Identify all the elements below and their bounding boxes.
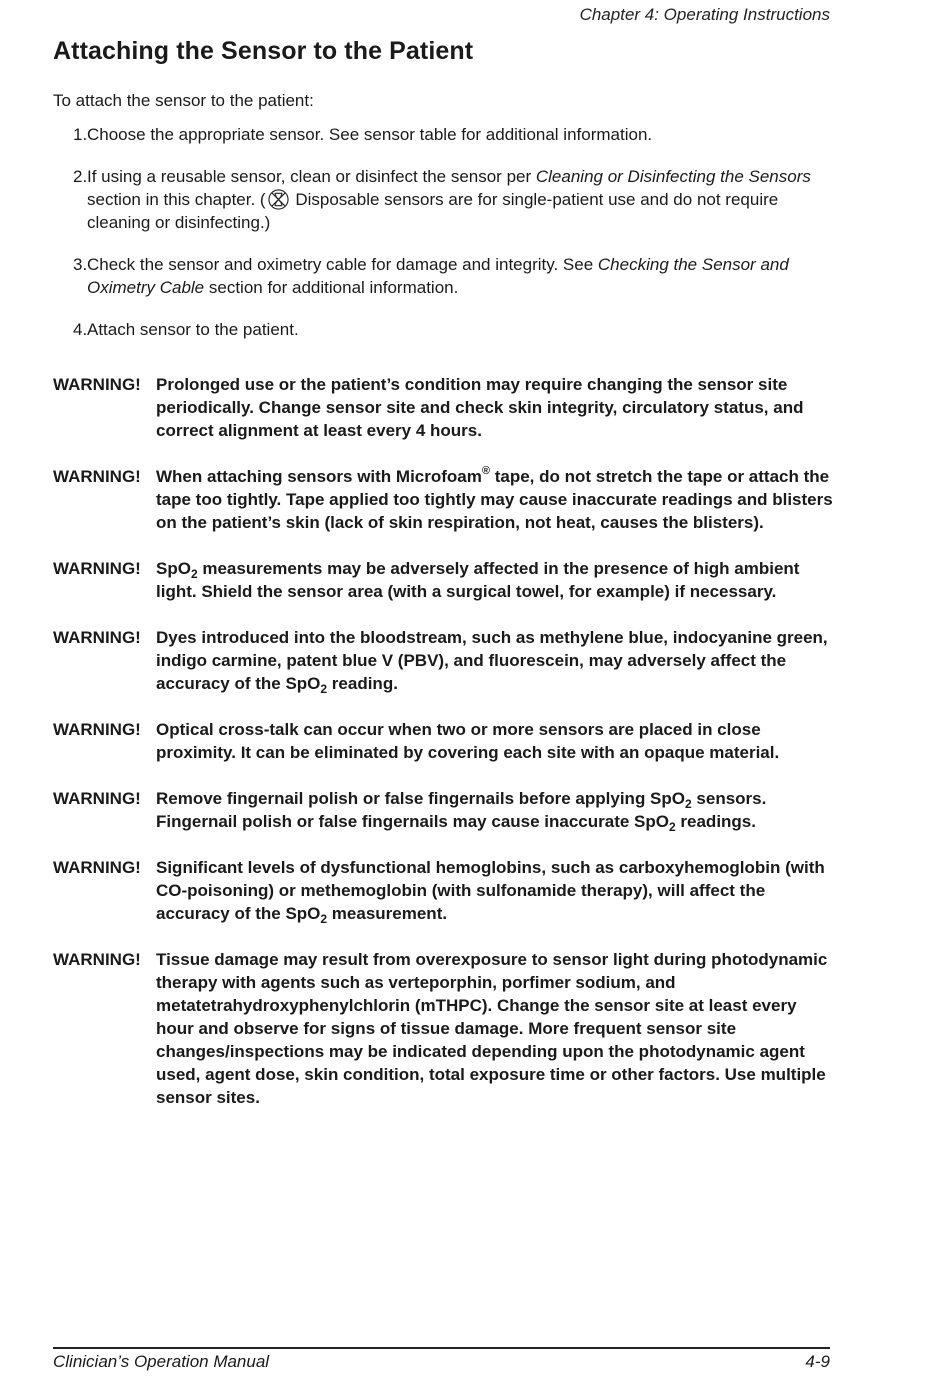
warning-text: [156, 626, 833, 695]
registered-mark: ®: [481, 465, 490, 477]
text-run: If using a reusable sensor, clean or disinfect the sensor per: [87, 167, 536, 186]
text-run: reading.: [327, 674, 398, 693]
warning-text: [156, 787, 833, 833]
warning-item: [53, 373, 833, 442]
text-run: Check the sensor and oximetry cable for damage and integrity. See: [87, 255, 598, 274]
step-number: 3.: [73, 255, 88, 274]
step-text: [87, 165, 833, 234]
warning-item: [53, 787, 833, 833]
step-item: [53, 253, 833, 299]
warning-text: [156, 856, 833, 925]
subscript: 2: [320, 912, 328, 926]
warning-text: [156, 718, 833, 764]
subscript: 2: [190, 567, 198, 581]
footer-divider: [53, 1347, 830, 1349]
warning-label: WARNING!: [53, 559, 141, 578]
step-text: [87, 253, 833, 299]
warning-text: [156, 465, 833, 534]
text-run: Attach sensor to the patient.: [87, 320, 299, 339]
text-run: measurement.: [327, 904, 448, 923]
text-run: Choose the appropriate sensor. See sensor table for additional information.: [87, 125, 653, 144]
text-run: Dyes introduced into the bloodstream, such as methylene blue, indocyanine green, indigo carmine, patent blue V (PBV), and fluorescein, may adversely affect the accuracy of the SpO: [156, 628, 828, 693]
text-run: Tissue damage may result from overexposure to sensor light during photodynamic therapy with agents such as verteporphin, porfimer sodium, and metatetrahydroxyphenylchlorin (mTHPC). Change the sensor site at least every hour and observe for signs of tissue damage. More frequent sensor site changes/inspections may be indicated depending upon the photodynamic agent used, agent dose, skin condition, total exposure time or other factors. Use multiple sensor sites.: [156, 950, 828, 1107]
text-run: When attaching sensors with Microfoam: [156, 467, 482, 486]
step-item: [53, 318, 833, 341]
text-run: Disposable sensors are for single-patient use and do not require cleaning or disinfecting.): [87, 190, 779, 232]
steps-list: [53, 123, 833, 360]
warning-label: WARNING!: [53, 789, 141, 808]
warning-label: WARNING!: [53, 858, 141, 877]
warning-item: [53, 718, 833, 764]
footer-page-number: 4-9: [805, 1352, 830, 1371]
warning-item: [53, 948, 833, 1109]
step-number: 1.: [73, 125, 88, 144]
step-text: [87, 123, 833, 146]
warning-label: WARNING!: [53, 467, 141, 486]
text-run: section in this chapter. (: [87, 190, 266, 209]
step-item: [53, 165, 833, 234]
warning-label: WARNING!: [53, 628, 141, 647]
warning-item: [53, 465, 833, 534]
warning-text: [156, 557, 833, 603]
step-number: 2.: [73, 167, 88, 186]
intro-text: To attach the sensor to the patient:: [53, 91, 314, 110]
warning-label: WARNING!: [53, 720, 141, 739]
text-run: Remove fingernail polish or false fingernails before applying SpO: [156, 789, 685, 808]
warning-item: [53, 856, 833, 925]
cross-reference: Checking the Sensor and Oximetry Cable: [87, 255, 789, 297]
step-item: [53, 123, 833, 146]
do-not-reuse-icon: [268, 189, 289, 210]
footer-manual-title: Clinician’s Operation Manual: [53, 1352, 270, 1371]
warnings-list: [53, 373, 833, 1132]
subscript: 2: [320, 682, 328, 696]
warning-label: WARNING!: [53, 375, 141, 394]
text-run: Significant levels of dysfunctional hemoglobins, such as carboxyhemoglobin (with CO-poisoning) or methemoglobin (with sulfonamide therapy), will affect the accuracy of the SpO: [156, 858, 825, 923]
warning-label: WARNING!: [53, 950, 141, 969]
text-run: sensors. Fingernail polish or false fingernails may cause inaccurate SpO: [156, 789, 767, 831]
text-run: Prolonged use or the patient’s condition may require changing the sensor site periodically. Change sensor site and check skin integrity, circulatory status, and correct alignment at least every 4 hours.: [156, 375, 804, 440]
text-run: tape, do not stretch the tape or attach the tape too tightly. Tape applied too tightly may cause inaccurate readings and blisters on the patient’s skin (lack of skin respiration, not heat, causes the blisters).: [156, 467, 833, 532]
warning-text: [156, 373, 833, 442]
text-run: readings.: [675, 812, 756, 831]
page-title: Attaching the Sensor to the Patient: [53, 37, 474, 65]
text-run: section for additional information.: [204, 278, 459, 297]
warning-text: [156, 948, 833, 1109]
text-run: Optical cross-talk can occur when two or more sensors are placed in close proximity. It can be eliminated by covering each site with an opaque material.: [156, 720, 780, 762]
warning-item: [53, 626, 833, 695]
warning-item: [53, 557, 833, 603]
step-number: 4.: [73, 320, 88, 339]
subscript: 2: [669, 820, 676, 834]
chapter-header: Chapter 4: Operating Instructions: [579, 5, 830, 24]
step-text: [87, 318, 833, 341]
cross-reference: Cleaning or Disinfecting the Sensors: [535, 167, 811, 186]
text-run: SpO: [156, 559, 191, 578]
subscript: 2: [685, 797, 692, 811]
text-run: measurements may be adversely affected in the presence of high ambient light. Shield the sensor area (with a surgical towel, for example) if necessary.: [156, 559, 800, 601]
